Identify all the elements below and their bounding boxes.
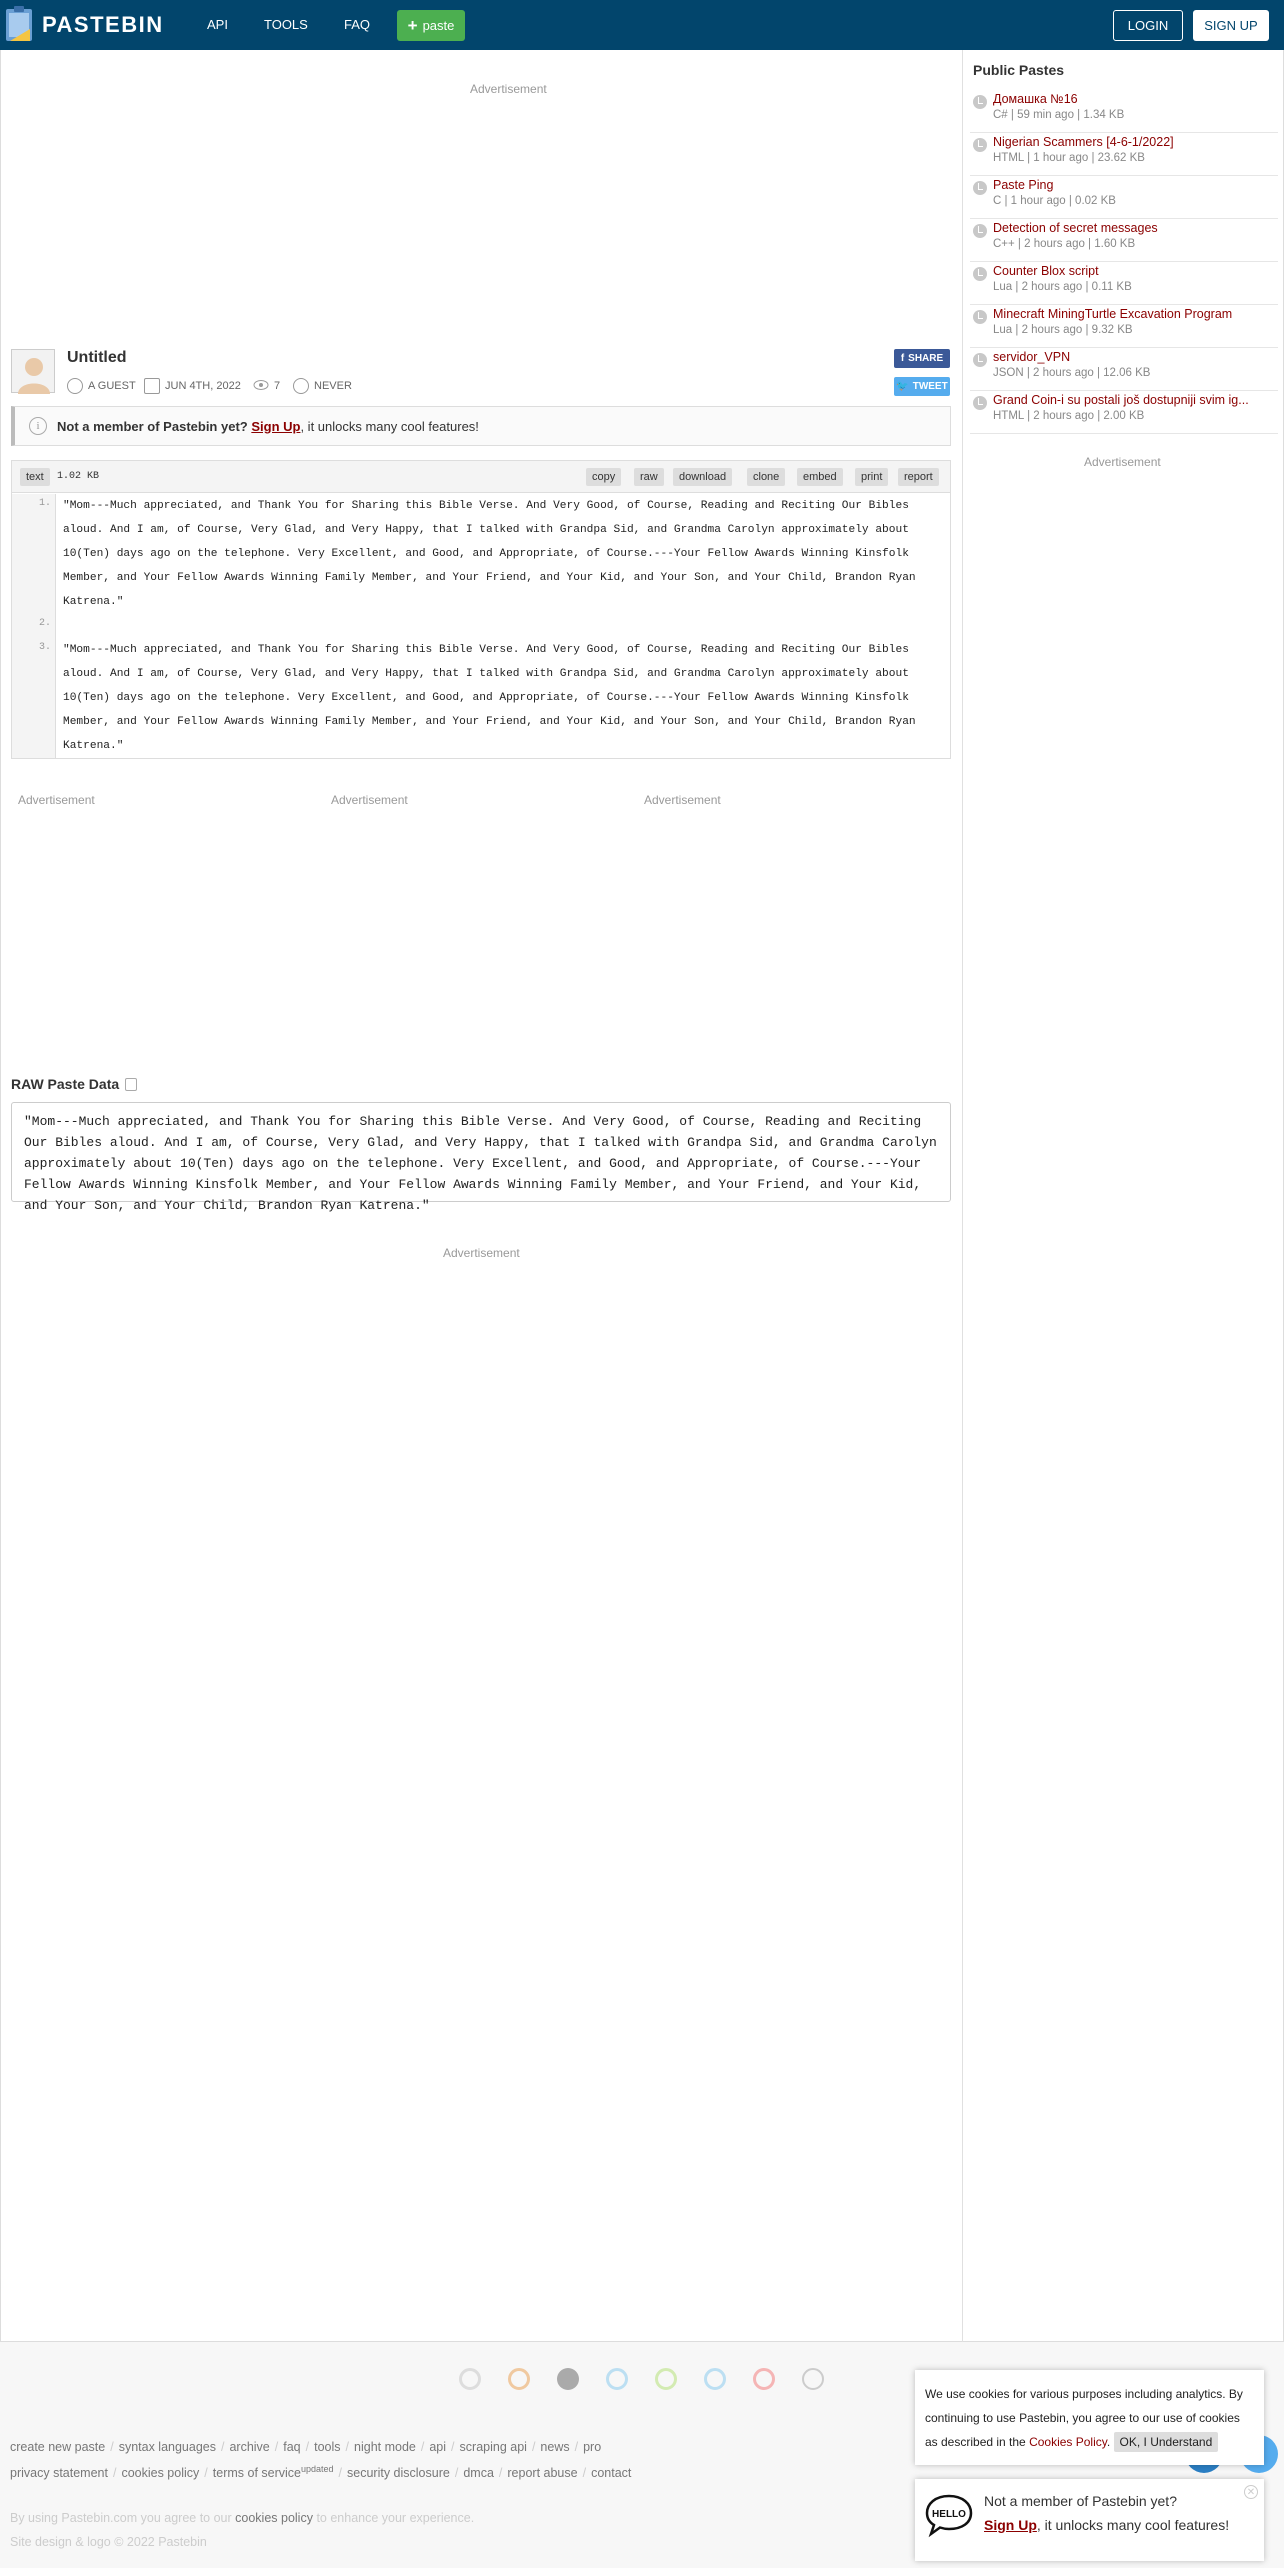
guest-avatar	[11, 349, 55, 393]
ad-label-sidebar: Advertisement	[1084, 455, 1161, 469]
public-paste-title[interactable]: Counter Blox script	[993, 264, 1099, 278]
public-paste-item[interactable]	[970, 305, 1278, 348]
notice-signup-link[interactable]: Sign Up	[251, 418, 301, 434]
public-paste-icon	[973, 310, 987, 324]
footer-links-row-2: privacy statement / cookies policy / terms of service$^{updated}$ / security disclosure / dmca / report abuse / contact	[10, 2464, 632, 2481]
hello-signup-link[interactable]: Sign Up	[984, 2517, 1037, 2533]
footer-link-api[interactable]: api	[429, 2440, 447, 2454]
public-paste-meta: C# | 59 min ago | 1.34 KB	[993, 109, 1125, 121]
public-paste-item[interactable]	[970, 90, 1278, 133]
footer-link-create-new-paste[interactable]: create new paste	[10, 2440, 106, 2454]
top-header	[0, 0, 1284, 50]
share-label: SHARE	[908, 353, 944, 364]
footer-link-contact[interactable]: contact	[591, 2466, 632, 2481]
login-button[interactable]: LOGIN	[1113, 10, 1183, 41]
public-paste-title[interactable]: Paste Ping	[993, 178, 1054, 192]
public-paste-icon	[973, 181, 987, 195]
signup-promo-popup	[915, 2479, 1264, 2561]
raw-paste-title-label: RAW Paste Data	[11, 1076, 120, 1092]
paste-views	[253, 376, 280, 396]
footer-link-tools[interactable]: tools	[314, 2440, 341, 2454]
public-paste-meta: Lua | 2 hours ago | 0.11 KB	[993, 281, 1132, 293]
public-paste-item[interactable]	[970, 176, 1278, 219]
ad-label-mid-2: Advertisement	[331, 793, 408, 807]
code-box	[11, 460, 951, 759]
footer-cookie-notice: By using Pastebin.com you agree to our cookies policy to enhance your experience.	[10, 2511, 475, 2525]
public-paste-meta: JSON | 2 hours ago | 12.06 KB	[993, 367, 1151, 379]
public-paste-title[interactable]: Домашка №16	[993, 92, 1078, 106]
footer-link-pro[interactable]: pro	[583, 2440, 602, 2454]
nav-api[interactable]: API	[207, 17, 228, 32]
public-paste-meta: HTML | 2 hours ago | 2.00 KB	[993, 410, 1145, 422]
ad-label-top: Advertisement	[470, 82, 547, 96]
facebook-icon: f	[900, 353, 905, 364]
code-line-2	[63, 614, 938, 638]
public-paste-item[interactable]	[970, 219, 1278, 262]
cookie-ok-button[interactable]: OK, I Understand	[1114, 2432, 1219, 2452]
line-number: 3.	[38, 642, 51, 653]
copy-button[interactable]: copy	[586, 468, 621, 486]
info-icon: i	[29, 417, 47, 435]
report-button[interactable]: report	[898, 468, 939, 486]
footer-link-night-mode[interactable]: night mode	[354, 2440, 416, 2454]
public-paste-icon	[973, 353, 987, 367]
footer-link-privacy-statement[interactable]: privacy statement	[10, 2466, 108, 2481]
new-paste-button[interactable]	[397, 10, 465, 41]
macos-icon[interactable]	[704, 2368, 726, 2390]
footer-link-scraping-api[interactable]: scraping api	[459, 2440, 527, 2454]
public-paste-title[interactable]: Grand Coin-i su postali još dostupniji svim ig...	[993, 393, 1249, 407]
cookie-text: We use cookies for various purposes including analytics. By continuing to use Pastebin, you agree to our use of cookies as described in the	[925, 2387, 1243, 2449]
footer-links-row-1: create new paste / syntax languages / archive / faq / tools / night mode / api / scraping api / news / pro	[10, 2440, 602, 2454]
public-paste-item[interactable]	[970, 391, 1278, 434]
public-paste-meta: C++ | 2 hours ago | 1.60 KB	[993, 238, 1136, 250]
public-paste-meta: Lua | 2 hours ago | 9.32 KB	[993, 324, 1133, 336]
public-paste-title[interactable]: Minecraft MiningTurtle Excavation Program	[993, 307, 1233, 321]
public-pastes-title: Public Pastes	[973, 62, 1065, 78]
print-button[interactable]: print	[855, 468, 888, 486]
footer-cookies-policy-link[interactable]: cookies policy	[235, 2511, 313, 2525]
public-paste-icon	[973, 95, 987, 109]
facebook-share-button[interactable]	[894, 349, 950, 368]
footer-link-cookies-policy[interactable]: cookies policy	[121, 2466, 200, 2481]
paste-author	[67, 376, 136, 396]
public-paste-icon	[973, 224, 987, 238]
public-paste-item[interactable]	[970, 133, 1278, 176]
firefox-icon[interactable]	[508, 2368, 530, 2390]
footer-link-security-disclosure[interactable]: security disclosure	[347, 2466, 450, 2481]
paste-date	[144, 376, 241, 396]
line-number: 1.	[38, 498, 51, 509]
clock-icon	[293, 378, 309, 394]
linux-icon[interactable]	[802, 2368, 824, 2390]
public-paste-item[interactable]	[970, 348, 1278, 391]
public-paste-icon	[973, 396, 987, 410]
paste-size: 1.02 KB	[57, 471, 100, 482]
public-paste-title[interactable]: Detection of secret messages	[993, 221, 1158, 235]
line-gutter	[12, 494, 56, 758]
footer-link-terms-of-service[interactable]: terms of service	[212, 2466, 301, 2481]
close-icon[interactable]: ✕	[1244, 2485, 1258, 2499]
hello-bubble-icon	[924, 2493, 974, 2537]
public-paste-icon	[973, 138, 987, 152]
footer-link-archive[interactable]: archive	[229, 2440, 270, 2454]
twitter-tweet-button[interactable]	[894, 377, 950, 396]
public-paste-item[interactable]	[970, 262, 1278, 305]
nav-faq[interactable]: FAQ	[344, 17, 371, 32]
android-icon[interactable]	[655, 2368, 677, 2390]
raw-paste-title	[11, 1076, 137, 1092]
signup-button[interactable]: SIGN UP	[1193, 10, 1269, 41]
copy-icon[interactable]	[125, 1078, 137, 1091]
footer-link-syntax-languages[interactable]: syntax languages	[118, 2440, 216, 2454]
footer-copyright: Site design & logo © 2022 Pastebin	[10, 2535, 207, 2549]
footer-link-news[interactable]: news	[540, 2440, 570, 2454]
ad-label-bottom: Advertisement	[443, 1246, 520, 1260]
opera-icon[interactable]	[753, 2368, 775, 2390]
hello-badge-text: HELLO	[932, 2509, 966, 2520]
embed-button[interactable]: embed	[797, 468, 843, 486]
raw-paste-textarea[interactable]: "Mom---Much appreciated, and Thank You for Sharing this Bible Verse. And Very Good, of Course, Reading and Reciting Our Bibles aloud. And I am, of Course, Very Glad, and Very Happy, that I talked with Grandpa Sid, and Grandma Carolyn approximately about 10(Ten) days ago on the telephone. Very Excellent, and Good, and Appropriate, of Course.---Your Fellow Awards Winning Kinsfolk Member, and Your Fellow Awards Winning Family Member, and Your Friend, and Your Kid, and Your Son, and Your Child, Brandon Ryan Katrena."	[11, 1102, 951, 1202]
chrome-icon[interactable]	[459, 2368, 481, 2390]
paste-title: Untitled	[67, 349, 127, 366]
footer-link-dmca[interactable]: dmca	[463, 2466, 494, 2481]
download-button[interactable]: download	[673, 468, 732, 486]
code-toolbar	[12, 461, 950, 493]
new-paste-label: paste	[422, 18, 455, 33]
paste-author-label[interactable]: A GUEST	[88, 380, 136, 392]
sidebar-divider	[962, 50, 963, 2342]
ios-icon[interactable]	[557, 2368, 579, 2390]
paste-expiry	[293, 376, 352, 396]
terms-updated-badge: updated	[300, 2464, 334, 2474]
brand-name[interactable]: PASTEBIN	[42, 12, 164, 37]
eye-icon	[253, 379, 269, 394]
user-icon	[67, 378, 83, 394]
ad-label-mid-1: Advertisement	[18, 793, 95, 807]
hello-line-2: Sign Up, it unlocks many cool features!	[984, 2517, 1230, 2533]
public-paste-title[interactable]: servidor_VPN	[993, 350, 1071, 364]
syntax-tag[interactable]: text	[20, 468, 50, 486]
pastebin-logo-icon[interactable]	[4, 5, 36, 45]
paste-date-label: JUN 4TH, 2022	[165, 380, 241, 392]
member-notice	[11, 406, 951, 446]
cookie-policy-link[interactable]: Cookies Policy	[1029, 2435, 1107, 2449]
calendar-icon	[144, 378, 160, 394]
twitter-icon: 🐦	[896, 381, 909, 392]
notice-text: Not a member of Pastebin yet? Sign Up, it unlocks many cool features!	[57, 418, 479, 434]
public-paste-icon	[973, 267, 987, 281]
paste-views-label: 7	[274, 380, 281, 392]
ad-label-mid-3: Advertisement	[644, 793, 721, 807]
cookie-consent-popup: We use cookies for various purposes including analytics. By continuing to use Pastebin, you agree to our use of cookies as described in the Cookies Policy. OK, I Understand	[915, 2370, 1264, 2465]
public-paste-title[interactable]: Nigerian Scammers [4-6-1/2022]	[993, 135, 1174, 149]
nav-tools[interactable]: TOOLS	[264, 17, 308, 32]
paste-expiry-label: NEVER	[314, 380, 352, 392]
footer-link-report-abuse[interactable]: report abuse	[507, 2466, 578, 2481]
tweet-label: TWEET	[912, 381, 948, 392]
code-line-1: "Mom---Much appreciated, and Thank You for Sharing this Bible Verse. And Very Good, of Course, Reading and Reciting Our Bibles aloud. And I am, of Course, Very Glad, and Very Happy, that I talked with Grandpa Sid, and Grandma Carolyn approximately about 10(Ten) days ago on the telephone. Very Excellent, and Good, and Appropriate, of Course.---Your Fellow Awards Winning Kinsfolk Member, and Your Fellow Awards Winning Family Member, and Your Friend, and Your Kid, and Your Son, and Your Child, Brandon Ryan Katrena."	[63, 500, 916, 608]
windows-icon[interactable]	[606, 2368, 628, 2390]
raw-button[interactable]: raw	[634, 468, 664, 486]
footer-link-faq[interactable]: faq	[283, 2440, 301, 2454]
code-line-3: "Mom---Much appreciated, and Thank You for Sharing this Bible Verse. And Very Good, of Course, Reading and Reciting Our Bibles aloud. And I am, of Course, Very Glad, and Very Happy, that I talked with Grandpa Sid, and Grandma Carolyn approximately about 10(Ten) days ago on the telephone. Very Excellent, and Good, and Appropriate, of Course.---Your Fellow Awards Winning Kinsfolk Member, and Your Fellow Awards Winning Family Member, and Your Friend, and Your Kid, and Your Son, and Your Child, Brandon Ryan Katrena."	[63, 644, 916, 752]
hello-line-1: Not a member of Pastebin yet?	[984, 2493, 1177, 2509]
public-paste-meta: C | 1 hour ago | 0.02 KB	[993, 195, 1116, 207]
clone-button[interactable]: clone	[747, 468, 785, 486]
public-paste-meta: HTML | 1 hour ago | 23.62 KB	[993, 152, 1145, 164]
line-number: 2.	[38, 618, 51, 629]
plus-icon: +	[407, 16, 418, 35]
